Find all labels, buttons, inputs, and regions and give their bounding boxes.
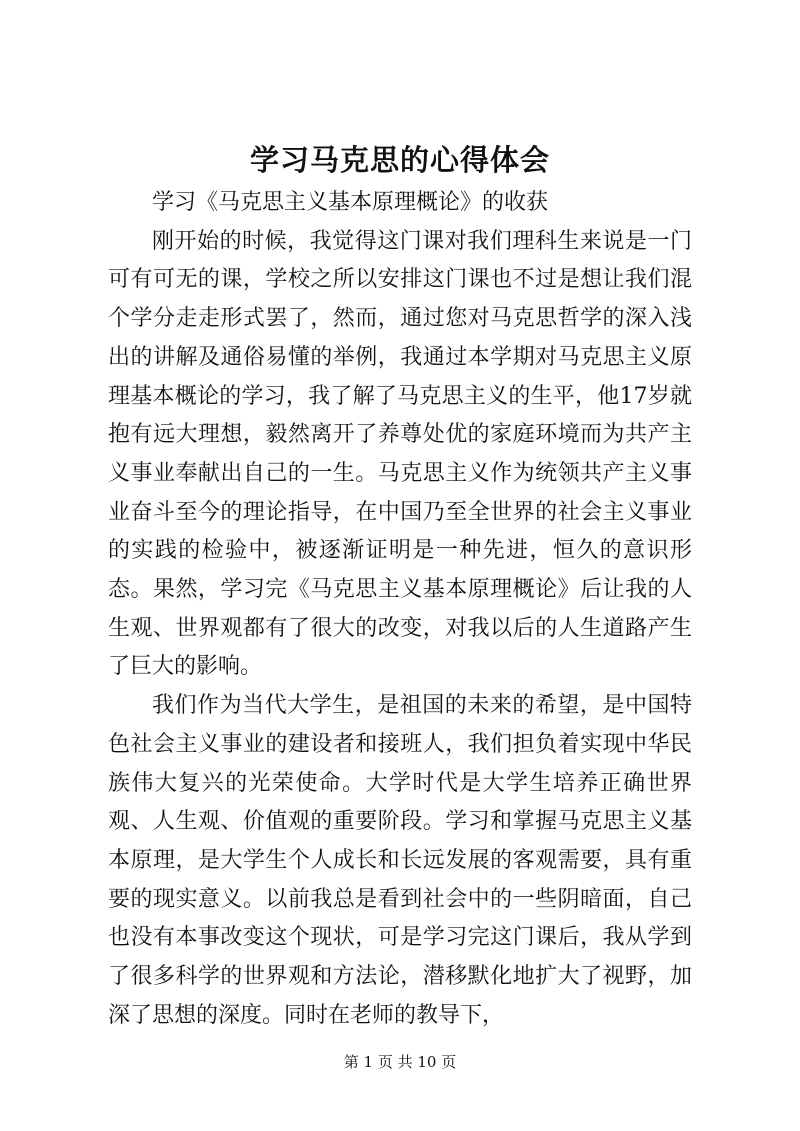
page-footer — [0, 1052, 800, 1072]
body-paragraph-2: 我们作为当代大学生，是祖国的未来的希望，是中国特色社会主义事业的建设者和接班人，我们担负着实现中华民族伟大复兴的光荣使命。大学时代是大学生培养正确世界观、人生观、价值观的重要阶段。学习和掌握马克思主义基本原理，是大学生个人成长和长远发展的客观需要，具有重要的现实意义。以前我总是看到社会中的一些阴暗面，自己也没有本事改变这个现状，可是学习完这门课后，我从学到了很多科学的世界观和方法论，潜移默化地扩大了视野，加深了思想的深度。同时在老师的教导下， — [108, 693, 692, 1028]
document-title: 学习马克思的心得体会 — [249, 143, 550, 177]
document-subtitle: 学习《马克思主义基本原理概论》的收获 — [152, 190, 549, 215]
document-body — [108, 184, 692, 1035]
page-number-label: 第 1 页 共 10 页 — [343, 1053, 457, 1071]
body-paragraph-1: 刚开始的时候，我觉得这门课对我们理科生来说是一门可有可无的课，学校之所以安排这门课也不过是想让我们混个学分走走形式罢了，然而，通过您对马克思哲学的深入浅出的讲解及通俗易懂的举例，我通过本学期对马克思主义原理基本概论的学习，我了解了马克思主义的生平，他17岁就抱有远大理想，毅然离开了养尊处优的家庭环境而为共产主义事业奉献出自己的一生。马克思主义作为统领共产主义事业奋斗至今的理论指导，在中国乃至全世界的社会主义事业的实践的检验中，被逐渐证明是一种先进，恒久的意识形态。果然，学习完《马克思主义基本原理概论》后让我的人生观、世界观都有了很大的改变，对我以后的人生道路产生了巨大的影响。 — [108, 228, 692, 680]
